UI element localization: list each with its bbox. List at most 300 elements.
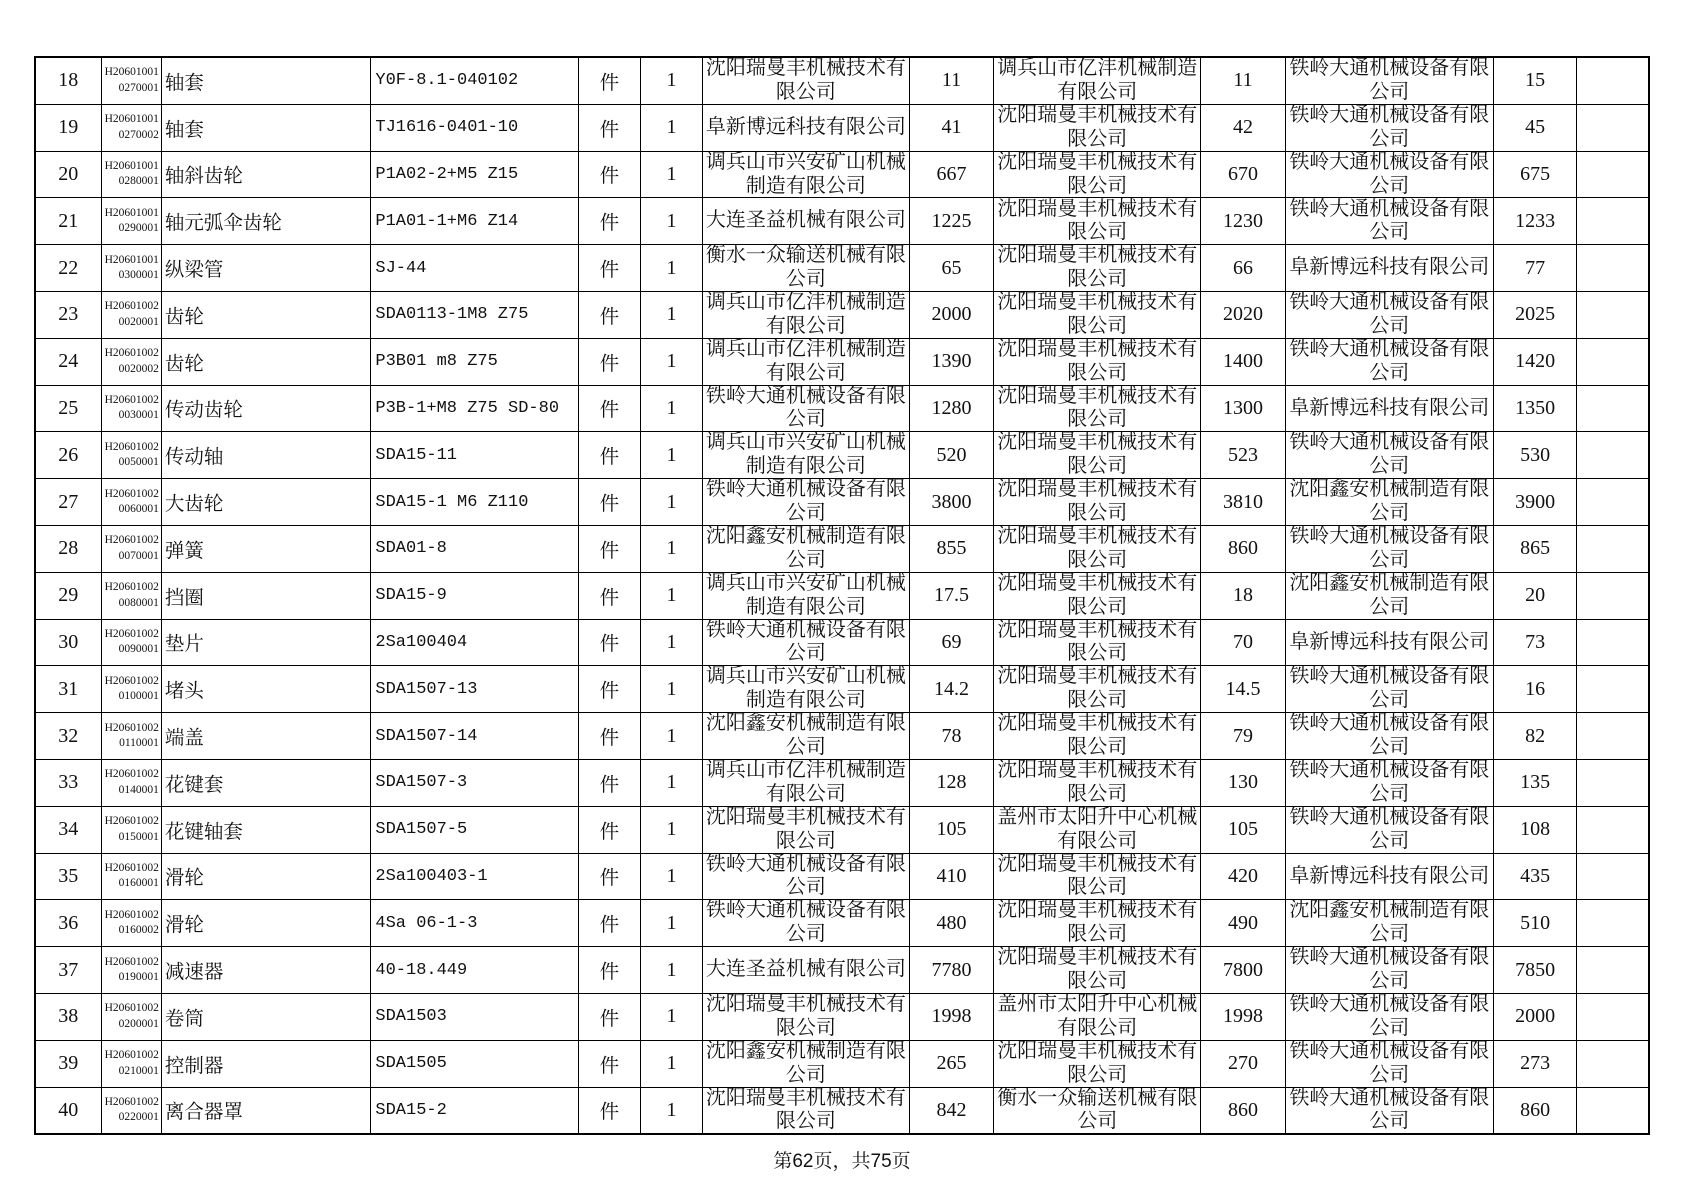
- item-name-cell: [161, 1040, 371, 1087]
- footer-middle: 页，共: [813, 1151, 871, 1172]
- quantity-cell: [641, 1087, 703, 1134]
- unit: 件: [599, 540, 620, 562]
- supplier-1: 沈阳鑫安机械制造有限公司: [705, 1040, 906, 1086]
- row-number: 33: [58, 771, 79, 794]
- supplier-2: 沈阳瑞曼丰机械技术有限公司: [997, 713, 1198, 759]
- price-1-cell: [909, 291, 993, 338]
- price-1: 1390: [931, 350, 972, 373]
- item-spec-cell: [371, 572, 578, 619]
- supplier-3: 沈阳鑫安机械制造有限公司: [1289, 479, 1490, 525]
- price-2: 670: [1228, 162, 1259, 185]
- supplier-3: 阜新博远科技有限公司: [1289, 396, 1490, 419]
- table-row: [35, 104, 1649, 151]
- table-row: [35, 525, 1649, 572]
- item-name-cell: [161, 291, 371, 338]
- supplier-2-cell: [994, 57, 1201, 104]
- price-1-cell: [909, 198, 993, 245]
- item-spec-cell: [371, 338, 578, 385]
- item-spec-cell: [371, 57, 578, 104]
- price-3-cell: [1494, 713, 1577, 760]
- item-name: 滑轮: [164, 915, 204, 937]
- quantity: 1: [666, 630, 677, 653]
- price-3: 82: [1525, 724, 1546, 747]
- item-spec: P3B-1+M8 Z75 SD-80: [375, 398, 560, 418]
- item-name: 垫片: [164, 634, 204, 656]
- quantity: 1: [666, 303, 677, 326]
- quantity-cell: [641, 947, 703, 994]
- price-3-cell: [1494, 853, 1577, 900]
- price-3: 435: [1520, 864, 1551, 887]
- material-code-line: H20601002: [104, 534, 159, 547]
- supplier-3: 铁岭大通机械设备有限公司: [1289, 666, 1490, 712]
- item-spec-cell: [371, 479, 578, 526]
- row-number: 18: [58, 69, 79, 92]
- table-row: [35, 619, 1649, 666]
- item-name: 卷筒: [164, 1008, 204, 1030]
- price-3-cell: [1494, 57, 1577, 104]
- row-number: 24: [58, 350, 79, 373]
- supplier-2-cell: [994, 432, 1201, 479]
- item-name-cell: [161, 806, 371, 853]
- price-2-cell: [1201, 245, 1285, 292]
- price-1: 3800: [931, 490, 972, 513]
- price-3-cell: [1494, 619, 1577, 666]
- price-3: 2000: [1515, 1005, 1556, 1028]
- price-3-cell: [1494, 572, 1577, 619]
- material-code-line: 0070001: [118, 549, 159, 562]
- price-2-cell: [1201, 993, 1285, 1040]
- unit: 件: [599, 681, 620, 703]
- supplier-3-cell: [1285, 57, 1493, 104]
- row-number: 22: [58, 256, 79, 279]
- price-3-cell: [1494, 338, 1577, 385]
- price-3-cell: [1494, 525, 1577, 572]
- supplier-2-cell: [994, 572, 1201, 619]
- price-3: 675: [1520, 162, 1551, 185]
- supplier-3-cell: [1285, 1040, 1493, 1087]
- item-spec: P1A02-2+M5 Z15: [375, 164, 519, 184]
- row-number-cell: [35, 1040, 101, 1087]
- item-name-cell: [161, 198, 371, 245]
- price-1: 1998: [931, 1005, 972, 1028]
- quantity-cell: [641, 713, 703, 760]
- row-number: 27: [58, 490, 79, 513]
- unit: 件: [599, 494, 620, 516]
- unit: 件: [599, 119, 620, 141]
- supplier-1: 沈阳瑞曼丰机械技术有限公司: [705, 1087, 906, 1133]
- remark-cell: [1577, 806, 1649, 853]
- supplier-2: 沈阳瑞曼丰机械技术有限公司: [997, 525, 1198, 571]
- price-1: 7780: [931, 958, 972, 981]
- supplier-2-cell: [994, 947, 1201, 994]
- item-spec-cell: [371, 619, 578, 666]
- quantity-cell: [641, 572, 703, 619]
- supplier-1: 铁岭大通机械设备有限公司: [705, 853, 906, 899]
- item-name-cell: [161, 713, 371, 760]
- price-comparison-table: [34, 56, 1650, 1135]
- unit-cell: [578, 245, 641, 292]
- item-name-cell: [161, 57, 371, 104]
- item-spec: SDA0113-1M8 Z75: [375, 305, 529, 325]
- material-code-line: 0030001: [118, 409, 159, 422]
- price-1-cell: [909, 713, 993, 760]
- remark-cell: [1577, 759, 1649, 806]
- item-spec: 2Sa100404: [375, 632, 468, 652]
- supplier-3: 铁岭大通机械设备有限公司: [1289, 993, 1490, 1039]
- row-number: 20: [58, 162, 79, 185]
- table-row: [35, 853, 1649, 900]
- quantity-cell: [641, 853, 703, 900]
- unit-cell: [578, 104, 641, 151]
- row-number-cell: [35, 853, 101, 900]
- table-row: [35, 198, 1649, 245]
- price-3: 15: [1525, 69, 1546, 92]
- price-2-cell: [1201, 291, 1285, 338]
- unit-cell: [578, 900, 641, 947]
- material-code-cell: [101, 759, 161, 806]
- item-name-cell: [161, 479, 371, 526]
- material-code-line: 0300001: [118, 269, 159, 282]
- quantity: 1: [666, 771, 677, 794]
- price-2: 860: [1228, 1098, 1259, 1121]
- unit-cell: [578, 525, 641, 572]
- item-name: 轴套: [164, 72, 204, 94]
- material-code-cell: [101, 993, 161, 1040]
- supplier-1-cell: [702, 572, 909, 619]
- price-3: 16: [1525, 677, 1546, 700]
- supplier-3-cell: [1285, 572, 1493, 619]
- supplier-2: 沈阳瑞曼丰机械技术有限公司: [997, 900, 1198, 946]
- quantity-cell: [641, 1040, 703, 1087]
- supplier-2: 沈阳瑞曼丰机械技术有限公司: [997, 572, 1198, 618]
- row-number-cell: [35, 385, 101, 432]
- price-2-cell: [1201, 198, 1285, 245]
- unit-cell: [578, 432, 641, 479]
- supplier-2: 沈阳瑞曼丰机械技术有限公司: [997, 1040, 1198, 1086]
- row-number: 30: [58, 630, 79, 653]
- price-2: 18: [1233, 584, 1254, 607]
- table-row: [35, 806, 1649, 853]
- supplier-1-cell: [702, 432, 909, 479]
- price-2: 1998: [1223, 1005, 1264, 1028]
- row-number: 35: [58, 864, 79, 887]
- supplier-2: 沈阳瑞曼丰机械技术有限公司: [997, 385, 1198, 431]
- price-2: 270: [1228, 1052, 1259, 1075]
- price-1-cell: [909, 947, 993, 994]
- item-name: 传动轴: [164, 447, 224, 469]
- item-name-cell: [161, 853, 371, 900]
- supplier-2: 沈阳瑞曼丰机械技术有限公司: [997, 947, 1198, 993]
- supplier-2-cell: [994, 900, 1201, 947]
- material-code-cell: [101, 479, 161, 526]
- unit: 件: [599, 915, 620, 937]
- supplier-3: 铁岭大通机械设备有限公司: [1289, 104, 1490, 150]
- price-2: 130: [1228, 771, 1259, 794]
- row-number-cell: [35, 151, 101, 198]
- price-2-cell: [1201, 806, 1285, 853]
- supplier-3: 沈阳鑫安机械制造有限公司: [1289, 572, 1490, 618]
- material-code-cell: [101, 432, 161, 479]
- item-spec-cell: [371, 713, 578, 760]
- price-3-cell: [1494, 104, 1577, 151]
- item-name: 离合器罩: [164, 1102, 243, 1124]
- item-spec-cell: [371, 993, 578, 1040]
- unit-cell: [578, 338, 641, 385]
- supplier-3: 铁岭大通机械设备有限公司: [1289, 806, 1490, 852]
- supplier-3: 铁岭大通机械设备有限公司: [1289, 525, 1490, 571]
- unit-cell: [578, 291, 641, 338]
- quantity-cell: [641, 759, 703, 806]
- item-spec-cell: [371, 151, 578, 198]
- material-code-cell: [101, 572, 161, 619]
- material-code-line: 0160001: [118, 877, 159, 890]
- material-code-cell: [101, 525, 161, 572]
- row-number: 39: [58, 1052, 79, 1075]
- footer-suffix: 页: [891, 1151, 911, 1172]
- price-3: 20: [1525, 584, 1546, 607]
- quantity: 1: [666, 162, 677, 185]
- material-code-line: H20601002: [104, 674, 159, 687]
- unit-cell: [578, 666, 641, 713]
- price-2-cell: [1201, 619, 1285, 666]
- price-1-cell: [909, 432, 993, 479]
- item-name: 滑轮: [164, 868, 204, 890]
- item-spec: SDA15-11: [375, 445, 458, 465]
- supplier-2: 沈阳瑞曼丰机械技术有限公司: [997, 666, 1198, 712]
- supplier-2: 调兵山市亿沣机械制造有限公司: [997, 58, 1198, 103]
- supplier-1-cell: [702, 385, 909, 432]
- price-2-cell: [1201, 947, 1285, 994]
- item-name-cell: [161, 993, 371, 1040]
- supplier-1: 铁岭大通机械设备有限公司: [705, 479, 906, 525]
- material-code-line: 0020002: [118, 362, 159, 375]
- supplier-2: 沈阳瑞曼丰机械技术有限公司: [997, 338, 1198, 384]
- quantity: 1: [666, 256, 677, 279]
- material-code-line: H20601002: [104, 1002, 159, 1015]
- supplier-2: 盖州市太阳升中心机械有限公司: [997, 806, 1198, 852]
- price-2-cell: [1201, 759, 1285, 806]
- material-code-line: 0140001: [118, 783, 159, 796]
- price-1-cell: [909, 619, 993, 666]
- price-2-cell: [1201, 479, 1285, 526]
- supplier-1-cell: [702, 713, 909, 760]
- unit-cell: [578, 57, 641, 104]
- supplier-2: 沈阳瑞曼丰机械技术有限公司: [997, 479, 1198, 525]
- material-code-cell: [101, 291, 161, 338]
- table-row: [35, 759, 1649, 806]
- item-spec: P1A01-1+M6 Z14: [375, 211, 519, 231]
- item-name-cell: [161, 432, 371, 479]
- table-row: [35, 666, 1649, 713]
- item-name: 堵头: [164, 681, 204, 703]
- price-3-cell: [1494, 993, 1577, 1040]
- material-code-cell: [101, 947, 161, 994]
- item-name: 大齿轮: [164, 494, 224, 516]
- material-code-line: H20601002: [104, 300, 159, 313]
- price-3-cell: [1494, 1087, 1577, 1134]
- price-1-cell: [909, 806, 993, 853]
- material-code-line: H20601002: [104, 815, 159, 828]
- row-number: 37: [58, 958, 79, 981]
- item-spec-cell: [371, 900, 578, 947]
- quantity-cell: [641, 198, 703, 245]
- price-3-cell: [1494, 198, 1577, 245]
- price-2-cell: [1201, 1040, 1285, 1087]
- material-code-cell: [101, 151, 161, 198]
- material-code-line: H20601002: [104, 1095, 159, 1108]
- item-spec: 40-18.449: [375, 960, 468, 980]
- remark-cell: [1577, 198, 1649, 245]
- row-number-cell: [35, 900, 101, 947]
- material-code-line: H20601001: [104, 113, 159, 126]
- supplier-3-cell: [1285, 666, 1493, 713]
- item-spec-cell: [371, 432, 578, 479]
- price-1-cell: [909, 572, 993, 619]
- item-name-cell: [161, 104, 371, 151]
- supplier-1-cell: [702, 947, 909, 994]
- price-1: 65: [941, 256, 962, 279]
- supplier-1: 调兵山市兴安矿山机械制造有限公司: [705, 432, 906, 478]
- material-code-line: H20601001: [104, 206, 159, 219]
- material-code-cell: [101, 666, 161, 713]
- supplier-3: 铁岭大通机械设备有限公司: [1289, 713, 1490, 759]
- item-name: 传动齿轮: [164, 400, 243, 422]
- item-name-cell: [161, 947, 371, 994]
- unit-cell: [578, 947, 641, 994]
- price-1-cell: [909, 759, 993, 806]
- supplier-1-cell: [702, 291, 909, 338]
- item-spec-cell: [371, 198, 578, 245]
- item-name: 轴斜齿轮: [164, 166, 243, 188]
- material-code-line: H20601002: [104, 768, 159, 781]
- price-3: 73: [1525, 630, 1546, 653]
- quantity-cell: [641, 993, 703, 1040]
- supplier-3-cell: [1285, 993, 1493, 1040]
- supplier-1: 沈阳瑞曼丰机械技术有限公司: [705, 58, 906, 103]
- material-code-line: 0210001: [118, 1064, 159, 1077]
- price-3-cell: [1494, 900, 1577, 947]
- material-code-cell: [101, 619, 161, 666]
- supplier-3: 沈阳鑫安机械制造有限公司: [1289, 900, 1490, 946]
- unit: 件: [599, 306, 620, 328]
- supplier-2: 沈阳瑞曼丰机械技术有限公司: [997, 759, 1198, 805]
- price-1: 265: [936, 1052, 967, 1075]
- price-1-cell: [909, 853, 993, 900]
- material-code-cell: [101, 1040, 161, 1087]
- item-spec: SDA1503: [375, 1007, 447, 1027]
- item-spec: SDA15-1 M6 Z110: [375, 492, 529, 512]
- material-code-line: 0270001: [118, 81, 159, 94]
- supplier-3-cell: [1285, 900, 1493, 947]
- supplier-3-cell: [1285, 338, 1493, 385]
- supplier-1-cell: [702, 806, 909, 853]
- table-row: [35, 338, 1649, 385]
- remark-cell: [1577, 57, 1649, 104]
- remark-cell: [1577, 291, 1649, 338]
- unit-cell: [578, 385, 641, 432]
- item-spec-cell: [371, 853, 578, 900]
- material-code-line: 0200001: [118, 1017, 159, 1030]
- supplier-1: 沈阳鑫安机械制造有限公司: [705, 525, 906, 571]
- footer-prefix: 第: [773, 1151, 793, 1172]
- price-2-cell: [1201, 572, 1285, 619]
- material-code-line: 0270002: [118, 128, 159, 141]
- price-2: 66: [1233, 256, 1254, 279]
- remark-cell: [1577, 1040, 1649, 1087]
- supplier-2-cell: [994, 104, 1201, 151]
- supplier-2-cell: [994, 759, 1201, 806]
- supplier-2: 沈阳瑞曼丰机械技术有限公司: [997, 151, 1198, 197]
- supplier-3: 阜新博远科技有限公司: [1289, 630, 1490, 653]
- supplier-2: 沈阳瑞曼丰机械技术有限公司: [997, 619, 1198, 665]
- supplier-1-cell: [702, 338, 909, 385]
- supplier-1: 调兵山市亿沣机械制造有限公司: [705, 759, 906, 805]
- supplier-2: 沈阳瑞曼丰机械技术有限公司: [997, 198, 1198, 244]
- price-1: 480: [936, 911, 967, 934]
- supplier-1-cell: [702, 993, 909, 1040]
- item-spec-cell: [371, 759, 578, 806]
- price-3-cell: [1494, 432, 1577, 479]
- unit: 件: [599, 260, 620, 282]
- supplier-1: 衡水一众输送机械有限公司: [705, 245, 906, 291]
- price-1: 1225: [931, 209, 972, 232]
- material-code-line: 0090001: [118, 643, 159, 656]
- supplier-2-cell: [994, 1087, 1201, 1134]
- remark-cell: [1577, 104, 1649, 151]
- price-3: 77: [1525, 256, 1546, 279]
- item-name-cell: [161, 666, 371, 713]
- price-3-cell: [1494, 1040, 1577, 1087]
- price-2: 42: [1233, 116, 1254, 139]
- price-2-cell: [1201, 900, 1285, 947]
- material-code-line: H20601002: [104, 440, 159, 453]
- item-name: 花键轴套: [164, 821, 243, 843]
- supplier-2: 沈阳瑞曼丰机械技术有限公司: [997, 291, 1198, 337]
- price-1: 410: [936, 864, 967, 887]
- item-spec: 2Sa100403-1: [375, 866, 488, 886]
- supplier-2-cell: [994, 993, 1201, 1040]
- material-code-line: H20601001: [104, 159, 159, 172]
- row-number-cell: [35, 479, 101, 526]
- remark-cell: [1577, 713, 1649, 760]
- supplier-2: 沈阳瑞曼丰机械技术有限公司: [997, 432, 1198, 478]
- item-spec: SDA01-8: [375, 539, 447, 559]
- material-code-line: 0220001: [118, 1111, 159, 1124]
- unit: 件: [599, 72, 620, 94]
- table-row: [35, 479, 1649, 526]
- price-1-cell: [909, 900, 993, 947]
- row-number: 34: [58, 818, 79, 841]
- row-number-cell: [35, 572, 101, 619]
- supplier-3-cell: [1285, 947, 1493, 994]
- price-2-cell: [1201, 432, 1285, 479]
- remark-cell: [1577, 619, 1649, 666]
- supplier-1: 调兵山市兴安矿山机械制造有限公司: [705, 572, 906, 618]
- price-3-cell: [1494, 806, 1577, 853]
- material-code-line: H20601002: [104, 955, 159, 968]
- unit: 件: [599, 213, 620, 235]
- price-2: 2020: [1223, 303, 1264, 326]
- material-code-line: 0020001: [118, 315, 159, 328]
- table-row: [35, 385, 1649, 432]
- price-1: 1280: [931, 396, 972, 419]
- price-1: 2000: [931, 303, 972, 326]
- price-2: 1230: [1223, 209, 1264, 232]
- quantity: 1: [666, 911, 677, 934]
- row-number: 36: [58, 911, 79, 934]
- item-name-cell: [161, 151, 371, 198]
- material-code-line: 0280001: [118, 175, 159, 188]
